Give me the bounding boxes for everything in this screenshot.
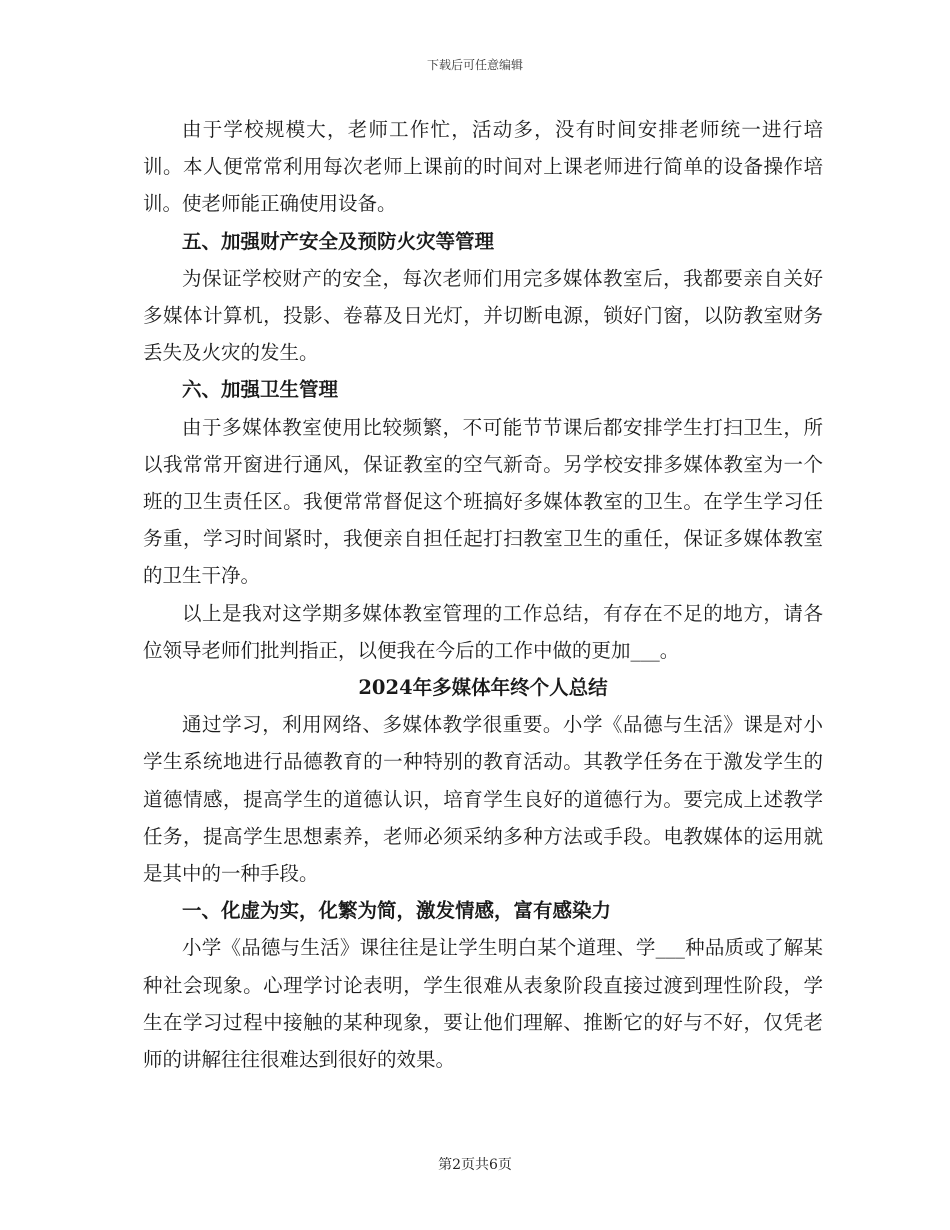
paragraph-introduction: 通过学习，利用网络、多媒体教学很重要。小学《品德与生活》课是对小学生系统地进行品德教育的一种特别的教育活动。其教学任务在于激发学生的道德情感，提高学生的道德认识，培育学生良好的道德行为。要完成上述教学任务，提高学生思想素养，老师必须采纳多种方法或手段。电教媒体的运用就是其中的一种手段。 [143,713,823,886]
document-title: 2024年多媒体年终个人总结 [358,676,608,700]
paragraph-property-safety: 为保证学校财产的安全，每次老师们用完多媒体教室后，我都要亲自关好多媒体计算机，投影、卷幕及日光灯，并切断电源，锁好门窗，以防教室财务丢失及火灾的发生。 [143,266,823,365]
paragraph-psychology: 小学《品德与生活》课往往是让学生明白某个道理、学___种品质或了解某种社会现象。心理学讨论表明，学生很难从表象阶段直接过渡到理性阶段，学生在学习过程中接触的某种现象，要让他们理解、推断它的好与不好，仅凭老师的讲解往往很难达到很好的效果。 [143,936,823,1072]
page-header-note: 下载后可任意编辑 [426,58,523,72]
section-heading-five: 五、加强财产安全及预防火灾等管理 [182,229,495,253]
section-heading-six: 六、加强卫生管理 [182,378,339,402]
section-heading-one: 一、化虚为实，化繁为简，激发情感，富有感染力 [182,899,612,923]
paragraph-hygiene: 由于多媒体教室使用比较频繁，不可能节节课后都安排学生打扫卫生，所以我常常开窗进行通风，保证教室的空气新奇。另学校安排多媒体教室为一个班的卫生责任区。我便常常督促这个班搞好多媒体教室的卫生。在学生学习任务重，学习时间紧时，我便亲自担任起打扫教室卫生的重任，保证多媒体教室的卫生干净。 [143,415,823,588]
page-number: 第2页共6页 [438,1157,512,1173]
document-body [143,111,823,1078]
paragraph-conclusion: 以上是我对这学期多媒体教室管理的工作总结，有存在不足的地方，请各位领导老师们批判指正，以便我在今后的工作中做的更加___。 [143,601,823,662]
paragraph-training: 由于学校规模大，老师工作忙，活动多，没有时间安排老师统一进行培训。本人便常常利用每次老师上课前的时间对上课老师进行简单的设备操作培训。使老师能正确使用设备。 [143,118,823,216]
